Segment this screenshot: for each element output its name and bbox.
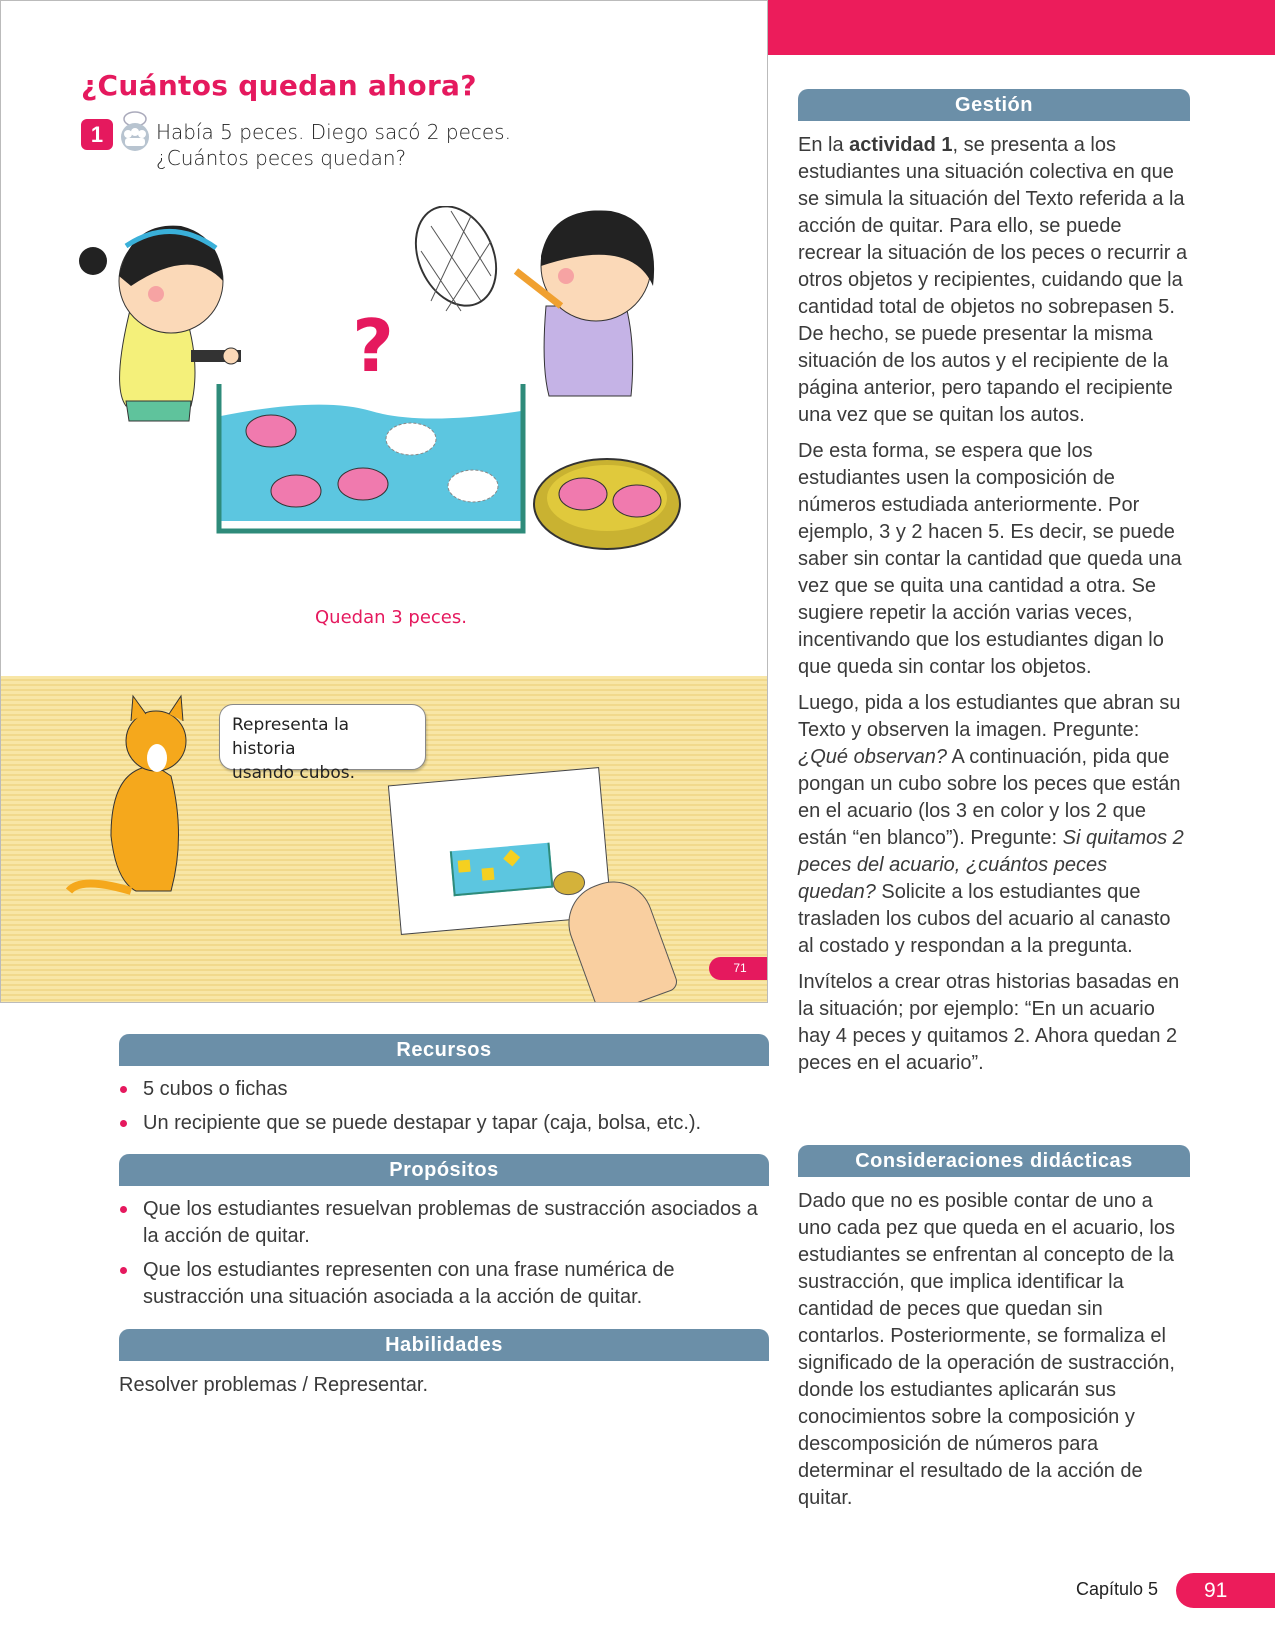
student-text-page [0, 0, 768, 1003]
italic-text: ¿Qué observan? [798, 746, 947, 768]
habilidades-text: Resolver problemas / Representar. [119, 1374, 429, 1396]
bubble-line-1: Representa la historia [232, 715, 350, 759]
bubble-line-2: usando cubos. [232, 763, 355, 783]
chapter-label: Capítulo 5 [1076, 1579, 1159, 1599]
recursos-item: Un recipiente que se puede destapar y tapar (caja, bolsa, etc.). [119, 1110, 769, 1137]
aquarium [219, 384, 523, 531]
puma-character [61, 686, 211, 901]
recursos-header: Recursos [119, 1034, 769, 1066]
text: A continuación, pida que pongan un cubo sobre los peces que están en el acuario (los 3 en color y los 2 que están “en blanco”). Pregunte: [798, 746, 1181, 849]
problem-line-1: Había 5 peces. Diego sacó 2 peces. [156, 120, 511, 144]
recursos-section [119, 1034, 769, 1144]
student-page-number: 71 [709, 957, 768, 980]
question-mark: ? [352, 304, 394, 388]
group-work-icon [118, 111, 152, 151]
italic-text: Si quitamos 2 peces del acuario, ¿cuántos peces quedan? [798, 827, 1184, 903]
bold-text: actividad 1 [849, 134, 953, 156]
gestion-section [798, 89, 1190, 1086]
gestion-paragraph-2: De esta forma, se espera que los estudiantes usen la composición de números estudiada anteriormente. Por ejemplo, 3 y 2 hacen 5. Es decir, se puede saber sin contar la cantidad que queda una vez que se quita una cantidad a otra. Se sugiere repetir la acción varias veces, incentivando que los estudiantes digan lo que queda sin contar los objetos. [798, 440, 1182, 678]
fish-tank-illustration [71, 206, 731, 576]
top-accent-bar [768, 0, 1275, 55]
boy-illustration [400, 206, 654, 396]
cube [481, 868, 494, 881]
consideraciones-header: Consideraciones didácticas [798, 1145, 1190, 1177]
habilidades-header: Habilidades [119, 1329, 769, 1361]
gestion-header: Gestión [798, 89, 1190, 121]
speech-bubble [219, 704, 426, 783]
gestion-paragraph-1 [798, 132, 1190, 429]
consideraciones-text: Dado que no es posible contar de uno a uno cada pez que queda en el acuario, los estudiantes se enfrentan al concepto de la sustracción, que implica identificar la cantidad de peces que quedan sin contarlos. Posteriormente, se formaliza el significado de la operación de sustracción, donde los estudiantes aplicarán sus conocimientos sobre la composición y descomposición de números para determinar el resultado de la acción de quitar. [798, 1190, 1175, 1509]
problem-line-2: ¿Cuántos peces quedan? [156, 146, 407, 170]
cube [458, 860, 471, 873]
text: , se presenta a los estudiantes una situación colectiva en que se simula la situación del Texto referida a la acción de quitar. Para ello, se puede recrear la situación de los peces o recurrir a otros objetos y recipientes, cuidando que la cantidad total de objetos no sobrepasen 5. De hecho, se puede presentar la misma situación de los autos y el recipiente de la página anterior, pero tapando el recipiente una vez que se quitan los autos. [798, 134, 1188, 426]
propositos-section [119, 1154, 769, 1318]
propositos-item: Que los estudiantes representen con una frase numérica de sustracción una situación asociada a la acción de quitar. [119, 1257, 769, 1311]
text: Luego, pida a los estudiantes que abran su Texto y observen la imagen. Pregunte: [798, 692, 1181, 741]
gestion-paragraph-3 [798, 690, 1190, 960]
activity-number-badge: 1 [81, 119, 113, 150]
propositos-header: Propósitos [119, 1154, 769, 1186]
basket [534, 459, 680, 549]
activity-band [1, 676, 768, 1003]
text: En la [798, 134, 850, 156]
text: Solicite a los estudiantes que trasladen los cubos del acuario al canasto al costado y respondan a la pregunta. [798, 881, 1171, 957]
gestion-paragraph-4: Invítelos a crear otras historias basadas en la situación; por ejemplo: “En un acuario hay 4 peces y quitamos 2. Ahora quedan 2 peces en el acuario”. [798, 971, 1180, 1074]
problem-statement [156, 119, 511, 171]
answer-text: Quedan 3 peces. [315, 607, 467, 628]
recursos-item: 5 cubos o fichas [119, 1076, 769, 1103]
page-title: ¿Cuántos quedan ahora? [81, 69, 477, 102]
habilidades-section [119, 1329, 769, 1399]
consideraciones-section [798, 1145, 1190, 1512]
page-number: 91 [1176, 1573, 1275, 1608]
propositos-item: Que los estudiantes resuelvan problemas de sustracción asociados a la acción de quitar. [119, 1196, 769, 1250]
